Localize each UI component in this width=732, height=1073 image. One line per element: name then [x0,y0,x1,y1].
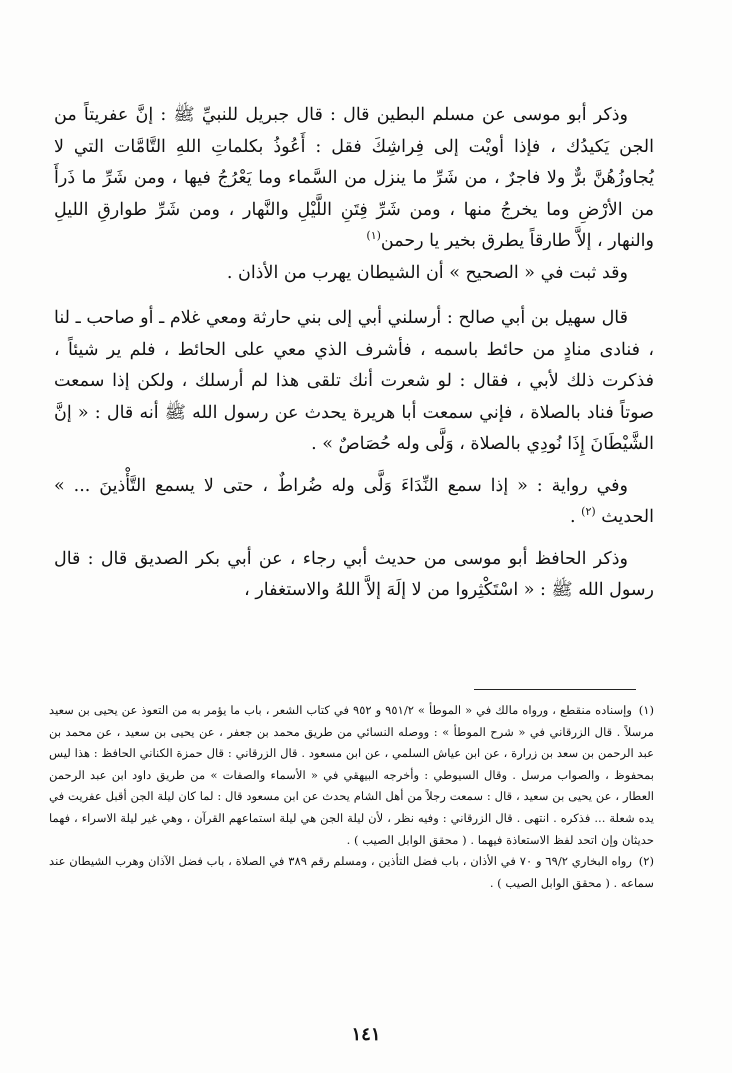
paragraph-5 [54,544,654,607]
paragraph-1-text: وذكر أبو موسى عن مسلم البطين قال : قال جبريل للنبيِّ ﷺ : إنَّ عفريتاً من الجن يَكيدُك ، فإذا أويْت إلى فِراشِكَ فقل : أَعُوذُ بكلماتِ اللهِ التَّامَّات التي لا يُجاوزُهُنَّ برٌّ ولا فاجرٌ ، من شَرِّ ما ينزل من السَّماء وما يَعْرُجُ فيها ، ومن شَرِّ ما ذَرأَ من الأرْضِ وما يخرجُ منها ، ومن شَرِّ فِتَنِ اللَّيْلِ والنَّهار ، ومن شَرِّ طوارقِ الليلِ والنهار ، إلاَّ طارقاً يطرق بخير يا رحمن [54,105,654,251]
paragraph-5-text: وذكر الحافظ أبو موسى من حديث أبي رجاء ، عن أبي بكر الصديق قال : قال رسول الله ﷺ : « اسْتَكْثِروا من لا إلَهَ إلاَّ اللهُ والاستغفار ، [54,548,654,600]
footnote-2 [49,851,654,894]
page-number: ١٤١ [351,1024,381,1045]
paragraph-4: وفي رواية : « إذا سمع النِّدَاءَ وَلَّى وله ضُراطٌ ، حتى لا يسمع التَّأْذينَ ... » الحديث $^{(٢)}$ . [54,475,654,527]
main-text [54,100,654,607]
footnote-2-marker: (٢) [638,854,654,869]
footnote-1-marker: (١) [638,703,654,717]
paragraph-2 [54,258,654,290]
footnote-divider [474,689,636,690]
footnotes [49,700,654,894]
footnote-1-text: وإسناده منقطع ، ورواه مالك في « الموطأ » ٩٥١/٢ و ٩٥٢ في كتاب الشعر ، باب ما يؤمر به من التعوذ عن يحيى بن سعيد مرسلاً . قال الزرقاني في « شرح الموطأ » : ووصله النسائي من طريق محمد بن جعفر ، عن يحيى بن سعيد ، عن محمد بن عبد الرحمن بن سعد بن زرارة ، عن ابن عياش السلمي ، عن ابن مسعود . قال الزرقاني : قال حمزة الكناني الحافظ : هذا ليس بمحفوظ ، والصواب مرسل . وقال السيوطي : وأخرجه البيهقي في « الأسماء والصفات » من طريق داود ابن عبد الرحمن العطار ، عن يحيى بن سعيد ، قال : سمعت رجلاً من أهل الشام يحدث عن ابن مسعود قال : لما كان ليلة الجن أقبل عفريت في يده شعلة ... فذكره . انتهى . قال الزرقاني : وفيه نظر ، لأن ليلة الجن هي ليلة استماعهم القرآن ، وهي غير ليلة الاسراء ، فهما حديثان وإن اتحد لفظ الاستعاذة فيهما . ( محقق الوابل الصيب ) . [49,703,654,847]
paragraph-3-text: قال سهيل بن أبي صالح : أرسلني أبي إلى بني حارثة ومعي غلام ـ أو صاحب ـ لنا ، فنادى منادٍ من حائط باسمه ، فأشرف الذي معي على الحائط ، فلم ير شيئاً ، فذكرت ذلك لأبي ، فقال : لو شعرت أنك تلقى هذا لم أرسلك ، ولكن إذا سمعت صوتاً فناد بالصلاة ، فإني سمعت أبا هريرة يحدث عن رسول الله ﷺ أنه قال : « إنَّ الشَّيْطَانَ إِذَا نُودِي بالصلاة ، وَلَّى وله حُصَاصٌ » . [54,308,654,454]
footnote-2-text: رواه البخاري ٦٩/٢ و ٧٠ في الأذان ، باب فضل التأذين ، ومسلم رقم ٣٨٩ في الصلاة ، باب فضل الآذان وهرب الشيطان عند سماعه . ( محقق الوابل الصيب ) . [49,854,654,890]
paragraph-2-text: وقد ثبت في « الصحيح » أن الشيطان يهرب من الأذان . [226,262,628,283]
paragraph-3 [54,303,654,461]
footnote-ref-2[interactable]: (٢) [581,505,596,519]
footnote-1 [49,700,654,851]
paragraph-4-text: وفي رواية : « إذا سمع النِّدَاءَ وَلَّى وله ضُراطٌ ، حتى لا يسمع التَّأْذينَ ... » الحديث [54,475,654,527]
footnote-ref-1[interactable]: (١) [366,229,381,243]
paragraph-1 [54,100,654,258]
